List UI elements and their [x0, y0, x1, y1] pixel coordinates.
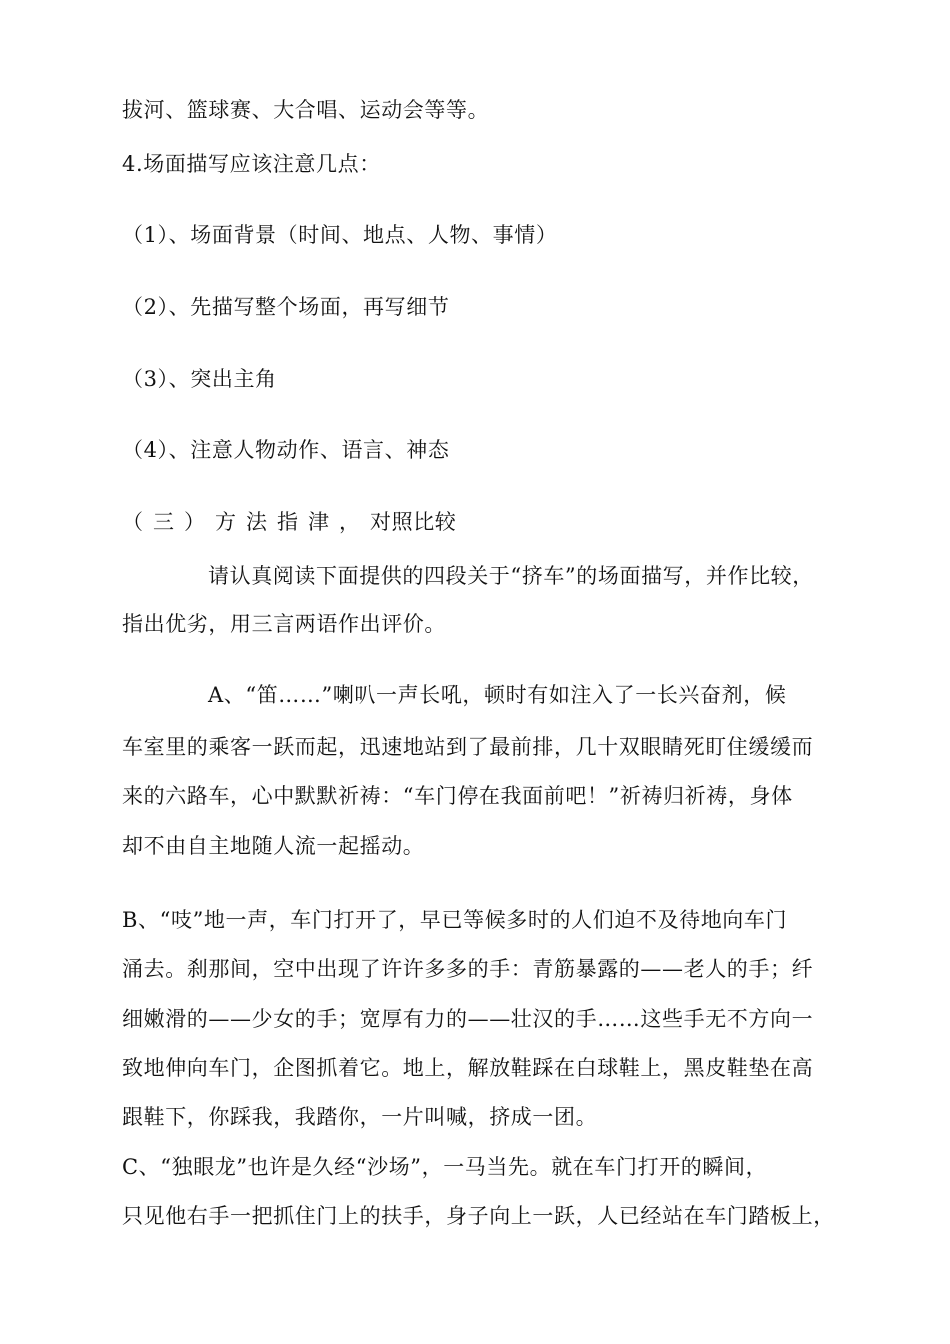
passage-b-line: 细嫩滑的——少女的手；宽厚有力的——壮汉的手……这些手无不方向一: [122, 1007, 814, 1031]
intro-line: 指出优劣，用三言两语作出评价。: [122, 612, 446, 636]
list-item: （3）、突出主角: [122, 367, 277, 391]
passage-c-line: C、“独眼龙”也许是久经“沙场”，一马当先。就在车门打开的瞬间，: [122, 1155, 768, 1179]
passage-a-line: 却不由自主地随人流一起摇动。: [122, 834, 425, 858]
passage-b-line: 涌去。刹那间，空中出现了许许多多的手：青筋暴露的——老人的手；纤: [122, 957, 814, 981]
section-heading: [122, 508, 456, 536]
list-item: （4）、注意人物动作、语言、神态: [122, 438, 450, 462]
passage-b-line: 致地伸向车门，企图抓着它。地上，解放鞋踩在白球鞋上，黑皮鞋垫在高: [122, 1056, 814, 1080]
intro-line: 请认真阅读下面提供的四段关于“挤车”的场面描写，并作比较，: [208, 564, 814, 588]
passage-b-line: B、“吱”地一声，车门打开了，早已等候多时的人们迫不及待地向车门: [122, 908, 788, 932]
passage-b-line: 跟鞋下，你踩我，我踏你，一片叫喊，挤成一团。: [122, 1105, 598, 1129]
passage-c-line: 只见他右手一把抓住门上的扶手，身子向上一跃，人已经站在车门踏板上，: [122, 1204, 835, 1228]
passage-a-line: A、“笛……”喇叭一声长吼，顿时有如注入了一长兴奋剂，候: [208, 683, 787, 707]
point-heading: 4.场面描写应该注意几点：: [122, 152, 381, 176]
section-heading-spaced: （三）方法指津，: [122, 510, 370, 534]
passage-a-line: 车室里的乘客一跃而起，迅速地站到了最前排，几十双眼睛死盯住缓缓而: [122, 735, 814, 759]
text-line: 拔河、篮球赛、大合唱、运动会等等。: [122, 98, 490, 122]
passage-a-line: 来的六路车，心中默默祈祷：“车门停在我面前吧！”祈祷归祈祷，身体: [122, 784, 793, 808]
list-item: （1）、场面背景（时间、地点、人物、事情）: [122, 223, 558, 247]
section-heading-tail: 对照比较: [370, 510, 457, 534]
list-item: （2）、先描写整个场面，再写细节: [122, 295, 450, 319]
